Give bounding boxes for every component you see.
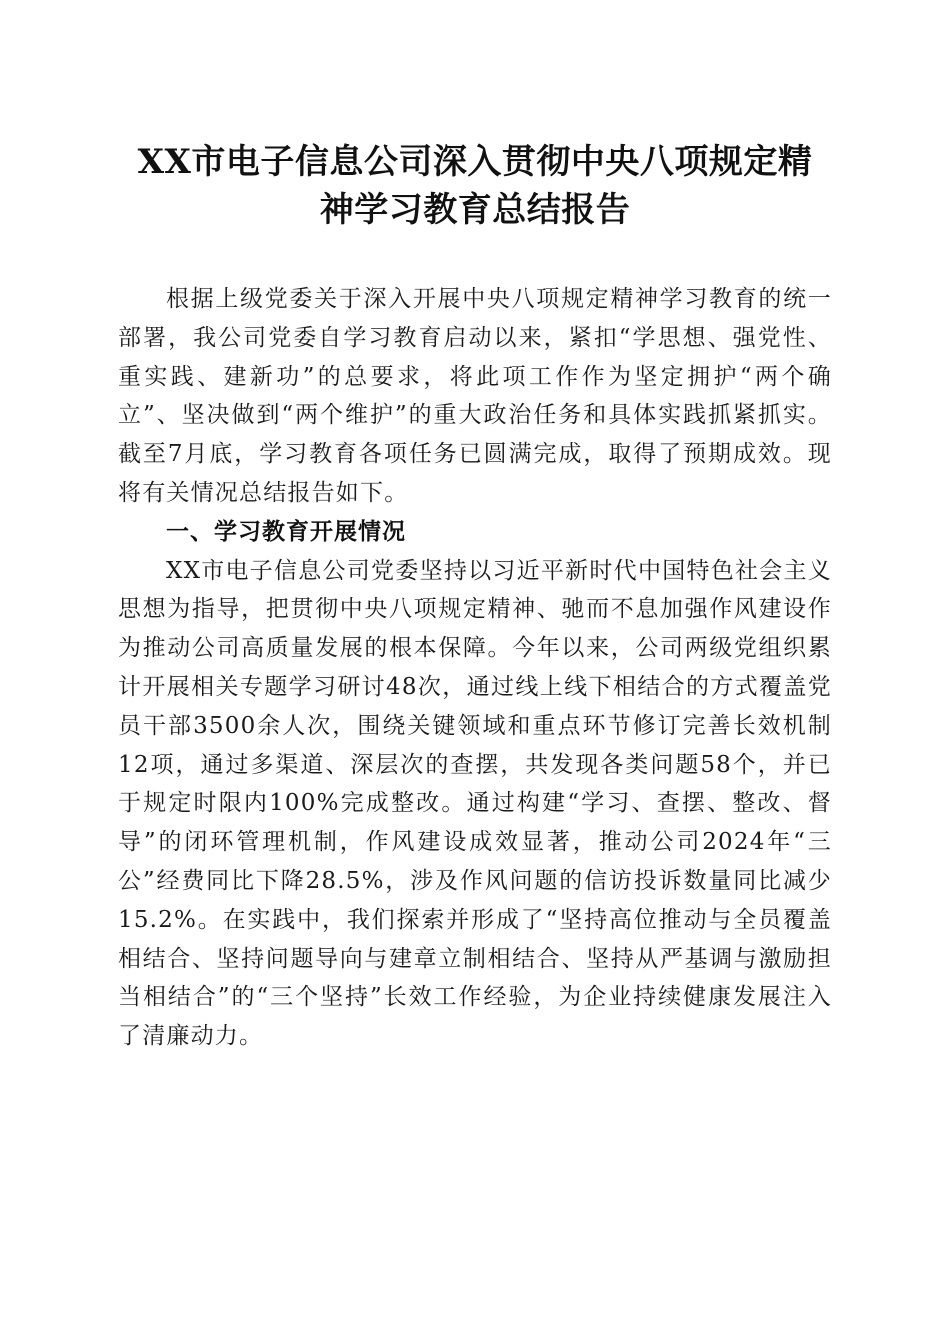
- intro-paragraph: 根据上级党委关于深入开展中央八项规定精神学习教育的统一部署，我公司党委自学习教育启动以来，紧扣“学思想、强党性、重实践、建新功”的总要求，将此项工作作为坚定拥护“两个确立”、坚决做到“两个维护”的重大政治任务和具体实践抓紧抓实。截至7月底，学习教育各项任务已圆满完成，取得了预期成效。现将有关情况总结报告如下。: [118, 286, 832, 506]
- document-title-line-1: XX市电子信息公司深入贯彻中央八项规定精: [137, 142, 813, 182]
- section-heading: 一、学习教育开展情况: [166, 518, 406, 545]
- document-title: [110, 138, 840, 234]
- document-title-line-2: 神学习教育总结报告: [319, 190, 631, 230]
- section-paragraph: XX市电子信息公司党委坚持以习近平新时代中国特色社会主义思想为指导，把贯彻中央八项规定精神、驰而不息加强作风建设作为推动公司高质量发展的根本保障。今年以来，公司两级党组织累计开展相关专题学习研讨48次，通过线上线下相结合的方式覆盖党员干部3500余人次，围绕关键领域和重点环节修订完善长效机制12项，通过多渠道、深层次的查摆，共发现各类问题58个，并已于规定时限内100%完成整改。通过构建“学习、查摆、整改、督导”的闭环管理机制，作风建设成效显著，推动公司2024年“三公”经费同比下降28.5%，涉及作风问题的信访投诉数量同比减少15.2%。在实践中，我们探索并形成了“坚持高位推动与全员覆盖相结合、坚持问题导向与建章立制相结合、坚持从严基调与激励担当相结合”的“三个坚持”长效工作经验，为企业持续健康发展注入了清廉动力。: [118, 557, 832, 1050]
- document-body: [118, 280, 832, 1056]
